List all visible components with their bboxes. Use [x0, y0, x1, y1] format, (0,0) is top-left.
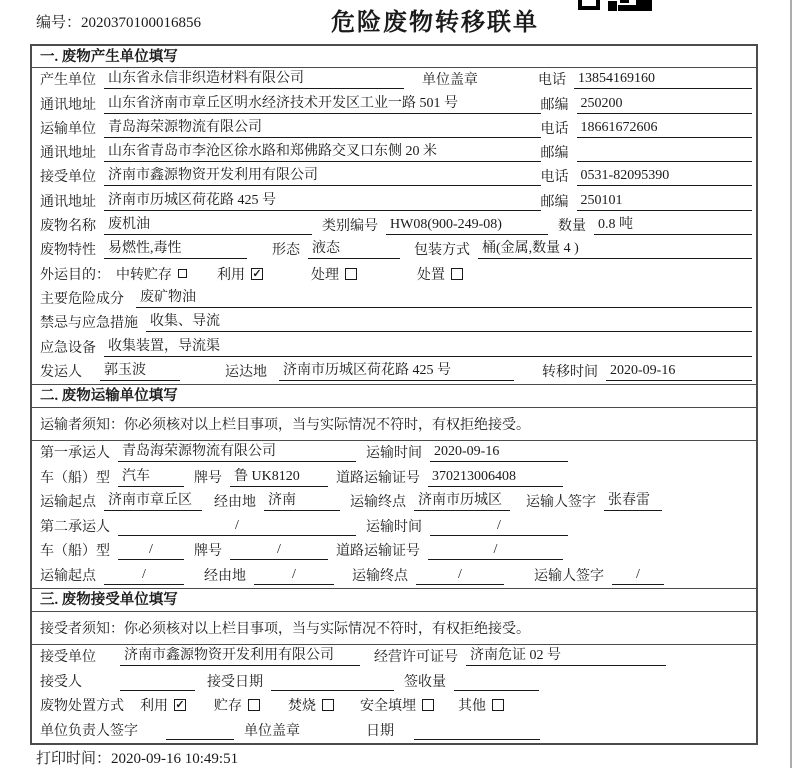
signoff-label: 单位负责人签字 [40, 723, 138, 739]
route1-end-label: 运输终点 [350, 495, 406, 511]
purpose-option-utilize [217, 264, 263, 284]
packaging-value: 桶(金属,数量 4 ) [478, 239, 752, 259]
purpose-option-label: 处置 [417, 267, 445, 283]
seal-label: 单位盖章 [422, 73, 478, 89]
section2-heading: 二. 废物运输单位填写 [32, 384, 756, 408]
section1-heading: 一. 废物产生单位填写 [32, 46, 756, 68]
field-row-producer [32, 68, 756, 92]
producer-phone-value: 13854169160 [574, 69, 752, 89]
vehicle1-plate-label: 牌号 [194, 470, 222, 486]
checkbox-disposal-utilize: ✓ [175, 699, 185, 712]
qr-code-fragment [578, 0, 654, 11]
receiver-phone-label: 电话 [540, 170, 569, 186]
carrier1-time-label: 运输时间 [366, 446, 422, 462]
checkbox-utilize: ✓ [252, 267, 262, 280]
route2-end-label: 运输终点 [352, 568, 408, 584]
route2-start-label: 运输起点 [40, 568, 96, 584]
field-row-receiver [32, 165, 756, 189]
field-row-transporter [32, 117, 756, 141]
page-title: 危险废物转移联单 [331, 10, 539, 36]
transporter-phone-label: 电话 [540, 121, 569, 137]
qr-block [578, 0, 600, 10]
vehicle2-plate-value: / [230, 540, 328, 560]
qr-block [620, 0, 629, 3]
producer-address-label: 通讯地址 [40, 97, 96, 113]
acceptor-value [120, 672, 195, 691]
purpose-option-dispose [417, 264, 463, 284]
route2-end-value: / [416, 565, 504, 585]
disposal-option-label: 其他 [458, 699, 486, 715]
checkbox-transfer-storage [178, 269, 187, 278]
receiver-zip-value: 250101 [577, 191, 752, 211]
acceptor-label: 接受人 [40, 674, 82, 690]
waste-code-value: HW08(900-249-08) [386, 215, 548, 235]
carrier1-value: 青岛海荣源物流有限公司 [118, 442, 356, 462]
license-value: 济南危证 02 号 [466, 646, 666, 666]
vehicle2-permit-label: 道路运输证号 [336, 544, 420, 560]
disposal-option-utilize [140, 695, 186, 715]
producer-label: 产生单位 [40, 73, 96, 89]
transporter-zip-value [577, 143, 752, 162]
vehicle2-plate-label: 牌号 [194, 544, 222, 560]
purpose-option-label: 处理 [311, 267, 339, 283]
producer-phone-label: 电话 [538, 73, 566, 89]
document-number-label: 编号： [36, 15, 82, 31]
signoff-date-label: 日期 [366, 723, 394, 739]
field-row-disposal [32, 694, 756, 719]
route2-via-label: 经由地 [204, 568, 246, 584]
receiver-value: 济南市鑫源物资开发利用有限公司 [104, 166, 541, 186]
document-number-value: 2020370100016856 [81, 15, 202, 31]
carrier1-label: 第一承运人 [40, 446, 110, 462]
producer-zip-label: 邮编 [540, 97, 569, 113]
vehicle2-type-value: / [118, 540, 184, 560]
section3-notice: 接受者须知：你必须核对以上栏目事项，当与实际情况不符时，有权拒绝接受。 [32, 612, 756, 645]
field-row-route1 [32, 490, 756, 515]
waste-name-label: 废物名称 [40, 219, 96, 235]
field-row-dispatch [32, 360, 756, 384]
qr-block [636, 0, 652, 11]
field-row-transporter-address [32, 141, 756, 165]
route1-via-value: 济南 [264, 491, 340, 511]
waste-form-value: 液态 [308, 239, 400, 259]
equipment-value: 收集装置，导流渠 [104, 337, 752, 357]
purpose-option-label: 利用 [217, 267, 245, 283]
carrier1-time-value: 2020-09-16 [430, 442, 568, 462]
page-right-edge [790, 0, 792, 768]
dispatcher-label: 发运人 [40, 364, 82, 380]
producer-zip-value: 250200 [577, 94, 752, 114]
route2-sign-label: 运输人签字 [534, 568, 604, 584]
carrier2-label: 第二承运人 [40, 519, 110, 535]
unit-seal-label: 单位盖章 [244, 723, 300, 739]
route1-end-value: 济南市历城区 [414, 491, 510, 511]
route2-via-value: / [254, 565, 334, 585]
measures-value: 收集、导流 [146, 312, 752, 332]
qr-block [608, 1, 617, 11]
vehicle1-permit-value: 370213006408 [428, 467, 563, 487]
checkbox-disposal-incinerate [322, 699, 334, 711]
field-row-hazard [32, 287, 756, 311]
signoff-value [166, 721, 234, 740]
vehicle1-permit-label: 道路运输证号 [336, 470, 420, 486]
transfer-time-label: 转移时间 [542, 364, 598, 380]
packaging-label: 包装方式 [414, 243, 470, 259]
accept-date-value [271, 672, 394, 691]
checkbox-dispose [451, 268, 463, 280]
route2-sign-value: / [612, 565, 664, 585]
field-row-waste-props [32, 238, 756, 262]
section2-notice: 运输者须知：你必须核对以上栏目事项，当与实际情况不符时，有权拒绝接受。 [32, 408, 756, 441]
hazard-label: 主要危险成分 [40, 291, 124, 307]
receiver-label: 接受单位 [40, 170, 96, 186]
checkbox-disposal-other [492, 699, 504, 711]
route1-sign-value: 张春雷 [604, 491, 662, 511]
checkbox-disposal-store [248, 699, 260, 711]
checkbox-treat [345, 268, 357, 280]
waste-qty-value: 0.8 吨 [594, 215, 752, 235]
vehicle2-type-label: 车（船）型 [40, 544, 110, 560]
checkbox-disposal-landfill [422, 699, 434, 711]
vehicle2-permit-value: / [428, 540, 563, 560]
transfer-manifest-form [30, 44, 758, 745]
purpose-option-label: 中转贮存 [116, 267, 172, 283]
transporter-address-label: 通讯地址 [40, 146, 96, 162]
purpose-label: 外运目的： [40, 267, 110, 283]
receiver-zip-label: 邮编 [540, 194, 569, 210]
received-qty-label: 签收量 [404, 674, 446, 690]
waste-qty-label: 数量 [558, 219, 586, 235]
route1-sign-label: 运输人签字 [526, 495, 596, 511]
disposal-option-store [214, 695, 260, 715]
accept-unit-label: 接受单位 [40, 650, 96, 666]
transporter-address-value: 山东省青岛市李沧区徐水路和郑佛路交叉口东侧 20 米 [104, 142, 541, 162]
field-row-equipment [32, 335, 756, 359]
disposal-option-landfill [360, 695, 434, 715]
route1-via-label: 经由地 [214, 495, 256, 511]
disposal-option-label: 贮存 [214, 699, 242, 715]
transfer-time-value: 2020-09-16 [606, 361, 752, 381]
route2-start-value: / [104, 565, 184, 585]
hazard-value: 废矿物油 [136, 288, 752, 308]
field-row-waste-name [32, 214, 756, 238]
measures-label: 禁忌与应急措施 [40, 316, 138, 332]
field-row-signoff [32, 718, 756, 743]
receiver-phone-value: 0531-82095390 [577, 166, 752, 186]
waste-props-value: 易燃性,毒性 [104, 239, 247, 259]
field-row-carrier2 [32, 514, 756, 539]
transporter-value: 青岛海荣源物流有限公司 [104, 118, 541, 138]
disposal-option-incinerate [288, 695, 334, 715]
disposal-option-label: 焚烧 [288, 699, 316, 715]
field-row-measures [32, 311, 756, 335]
field-row-vehicle2 [32, 539, 756, 564]
destination-value: 济南市历城区荷花路 425 号 [279, 361, 514, 381]
signoff-date-value [414, 721, 540, 740]
vehicle1-type-label: 车（船）型 [40, 470, 110, 486]
purpose-option-treat [311, 264, 357, 284]
field-row-carrier1 [32, 441, 756, 466]
disposal-option-label: 安全填埋 [360, 699, 416, 715]
print-time: 打印时间：2020-09-16 10:49:51 [36, 751, 239, 767]
received-qty-value [454, 672, 539, 691]
purpose-option-transfer-storage [116, 264, 187, 284]
field-row-vehicle1 [32, 465, 756, 490]
producer-value: 山东省永信非织造材料有限公司 [104, 69, 404, 89]
receiver-address-value: 济南市历城区荷花路 425 号 [104, 191, 541, 211]
waste-code-label: 类别编号 [322, 219, 378, 235]
disposal-option-label: 利用 [140, 699, 168, 715]
carrier2-value: / [118, 516, 356, 536]
field-row-receiver-address [32, 189, 756, 213]
accept-unit-value: 济南市鑫源物资开发利用有限公司 [120, 646, 360, 666]
disposal-label: 废物处置方式 [40, 699, 124, 715]
field-row-producer-address [32, 92, 756, 116]
waste-name-value: 废机油 [104, 215, 312, 235]
equipment-label: 应急设备 [40, 340, 96, 356]
transporter-label: 运输单位 [40, 121, 96, 137]
document-number [36, 11, 201, 32]
field-row-route2 [32, 563, 756, 588]
receiver-address-label: 通讯地址 [40, 194, 96, 210]
waste-props-label: 废物特性 [40, 243, 96, 259]
vehicle1-plate-value: 鲁 UK8120 [230, 467, 328, 487]
producer-address-value: 山东省济南市章丘区明水经济技术开发区工业一路 501 号 [104, 94, 541, 114]
waste-form-label: 形态 [272, 243, 300, 259]
dispatcher-value: 郭玉波 [100, 361, 180, 381]
carrier2-time-value: / [430, 516, 568, 536]
accept-date-label: 接受日期 [207, 674, 263, 690]
transporter-zip-label: 邮编 [540, 146, 569, 162]
route1-start-label: 运输起点 [40, 495, 96, 511]
vehicle1-type-value: 汽车 [118, 467, 184, 487]
section3-heading: 三. 废物接受单位填写 [32, 588, 756, 612]
field-row-purpose [32, 262, 756, 286]
field-row-accept-unit [32, 645, 756, 670]
carrier2-time-label: 运输时间 [366, 519, 422, 535]
disposal-option-other [458, 695, 504, 715]
field-row-acceptor [32, 669, 756, 694]
license-label: 经营许可证号 [374, 650, 458, 666]
transporter-phone-value: 18661672606 [577, 118, 752, 138]
destination-label: 运达地 [225, 364, 267, 380]
route1-start-value: 济南市章丘区 [104, 491, 202, 511]
